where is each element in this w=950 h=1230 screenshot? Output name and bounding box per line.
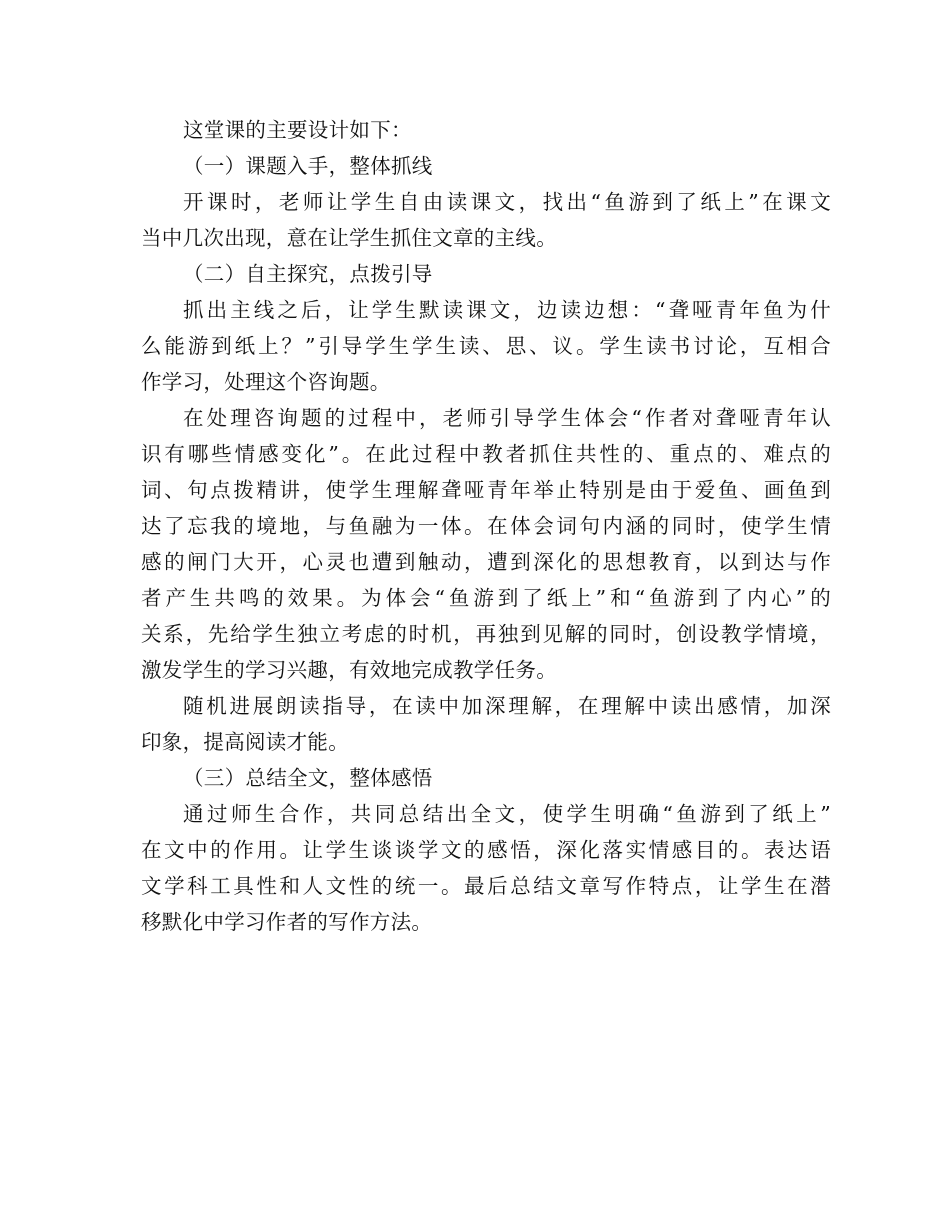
paragraph-line: 通过师生合作，共同总结出全文，使学生明确“鱼游到了纸上” bbox=[183, 802, 831, 826]
paragraph-line: 印象，提高阅读才能。 bbox=[141, 730, 349, 754]
paragraph-line: 感的闸门大开，心灵也遭到触动，遭到深化的思想教育，以到达与作 bbox=[141, 550, 831, 574]
paragraph-line: 开课时，老师让学生自由读课文，找出“鱼游到了纸上”在课文 bbox=[183, 190, 831, 214]
paragraph-line: 关系，先给学生独立考虑的时机，再独到见解的同时，创设教学情境， bbox=[141, 622, 831, 646]
paragraph-line: 抓出主线之后，让学生默读课文，边读边想：“聋哑青年鱼为什 bbox=[183, 298, 831, 322]
section-heading-3: （三）总结全文，整体感悟 bbox=[183, 766, 433, 790]
paragraph-line: 作学习，处理这个咨询题。 bbox=[141, 370, 391, 394]
paragraph-line: 文学科工具性和人文性的统一。最后总结文章写作特点，让学生在潜 bbox=[141, 874, 831, 898]
paragraph-line: 么能游到纸上？”引导学生学生读、思、议。学生读书讨论，互相合 bbox=[141, 334, 831, 358]
paragraph-line: 词、句点拨精讲，使学生理解聋哑青年举止特别是由于爱鱼、画鱼到 bbox=[141, 478, 831, 502]
paragraph-line: 移默化中学习作者的写作方法。 bbox=[141, 910, 433, 934]
paragraph-line: 者产生共鸣的效果。为体会“鱼游到了纸上”和“鱼游到了内心”的 bbox=[141, 586, 831, 610]
paragraph-line: 达了忘我的境地，与鱼融为一体。在体会词句内涵的同时，使学生情 bbox=[141, 514, 831, 538]
paragraph-line: 激发学生的学习兴趣，有效地完成教学任务。 bbox=[141, 658, 557, 682]
intro-line: 这堂课的主要设计如下： bbox=[183, 118, 412, 142]
paragraph-line: 当中几次出现，意在让学生抓住文章的主线。 bbox=[141, 226, 557, 250]
paragraph-line: 在处理咨询题的过程中，老师引导学生体会“作者对聋哑青年认 bbox=[183, 406, 831, 430]
paragraph-line: 识有哪些情感变化”。在此过程中教者抓住共性的、重点的、难点的 bbox=[141, 442, 831, 466]
section-heading-2: （二）自主探究，点拨引导 bbox=[183, 262, 433, 286]
section-heading-1: （一）课题入手，整体抓线 bbox=[183, 154, 433, 178]
paragraph-line: 在文中的作用。让学生谈谈学文的感悟，深化落实情感目的。表达语 bbox=[141, 838, 831, 862]
paragraph-line: 随机进展朗读指导，在读中加深理解，在理解中读出感情，加深 bbox=[183, 694, 831, 718]
body-text bbox=[141, 112, 831, 940]
